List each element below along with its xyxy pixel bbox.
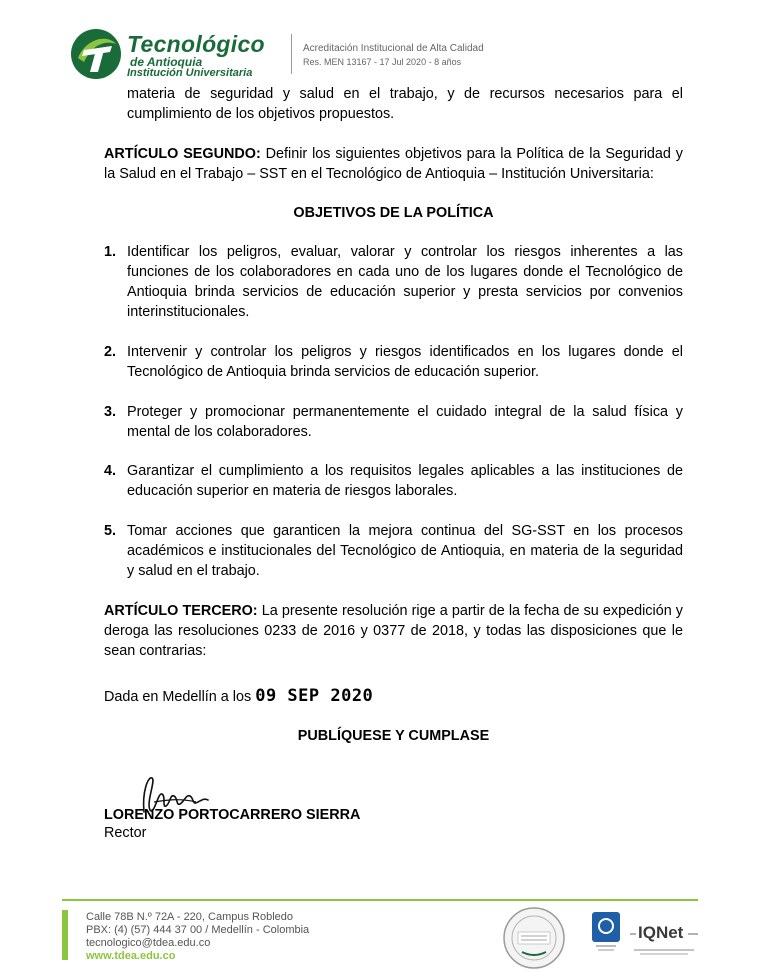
- date-stamp: 09 SEP 2020: [255, 686, 374, 706]
- document-header: [70, 28, 530, 84]
- date-prefix: Dada en Medellín a los: [104, 689, 256, 705]
- logo-title: Tecnológico: [127, 31, 265, 57]
- issue-date-line: [104, 686, 373, 706]
- objective-text: Tomar acciones que garanticen la mejora continua del SG-SST en los procesos académicos e institucionales del Tecnológico de Antioquia, en materia de la seguridad y salud en el trabajo.: [127, 523, 683, 579]
- article-third-label: ARTÍCULO TERCERO:: [104, 603, 258, 619]
- icontec-certification-icon: [592, 912, 620, 956]
- accreditation-seal-icon: [502, 906, 566, 970]
- footer-divider: [62, 899, 698, 901]
- institution-logo-icon: [70, 28, 122, 80]
- signer-role: Rector: [104, 825, 147, 841]
- footer-email: tecnologico@tdea.edu.co: [86, 937, 211, 949]
- article-second-text: Definir los siguientes objetivos para la Política de la Seguridad y la Salud en el Trabajo – SST en el Tecnológico de Antioquia – Institución Universitaria:: [104, 146, 683, 182]
- continuation-paragraph: materia de seguridad y salud en el trabajo, y de recursos necesarios para el cumplimiento de los objetivos propuestos.: [127, 86, 683, 122]
- iqnet-label: IQNet: [638, 923, 684, 942]
- footer-address: Calle 78B N.º 72A - 220, Campus Robledo: [86, 911, 294, 923]
- objective-number: 4.: [104, 463, 117, 479]
- objective-text: Intervenir y controlar los peligros y riesgos identificados en los lugares donde el Tecnológico de Antioquia brinda servicios de educación superior.: [127, 344, 683, 380]
- logo-subtitle: de Antioquia: [130, 55, 203, 69]
- signer-name: LORENZO PORTOCARRERO SIERRA: [104, 807, 361, 823]
- footer-phone: PBX: (4) (57) 444 37 00 / Medellín - Colombia: [86, 924, 310, 936]
- objective-text: Identificar los peligros, evaluar, valorar y controlar los riesgos inherentes a las funciones de los colaboradores en cada uno de los lugares donde el Tecnológico de Antioquia brinda servicios de educación superior y presta servicios por convenios interinstitucionales.: [127, 244, 683, 320]
- article-third: [104, 601, 683, 661]
- footer-accent-bar: [62, 910, 68, 960]
- footer-website[interactable]: www.tdea.edu.co: [86, 950, 176, 962]
- objective-number: 3.: [104, 404, 117, 420]
- accreditation-title: Acreditación Institucional de Alta Calidad: [303, 43, 484, 54]
- iqnet-logo: [630, 920, 698, 960]
- article-second: [104, 144, 683, 184]
- objective-text: Proteger y promocionar permanentemente el cuidado integral de la salud física y mental de los colaboradores.: [127, 404, 683, 440]
- logo-tagline: Institución Universitaria: [127, 67, 253, 79]
- objective-number: 1.: [104, 244, 117, 260]
- header-divider: [291, 34, 292, 74]
- objectives-heading: OBJETIVOS DE LA POLÍTICA: [293, 205, 494, 221]
- objective-text: Garantizar el cumplimiento a los requisitos legales aplicables a las instituciones de educación superior en materia de riesgos laborales.: [127, 463, 683, 499]
- objective-number: 2.: [104, 344, 117, 360]
- article-third-text: La presente resolución rige a partir de la fecha de su expedición y deroga las resoluciones 0233 de 2016 y 0377 de 2018, y todas las disposiciones que le sean contrarias:: [104, 603, 683, 659]
- closing-formula: PUBLÍQUESE Y CUMPLASE: [297, 728, 490, 744]
- article-second-label: ARTÍCULO SEGUNDO:: [104, 146, 261, 162]
- accreditation-resolution: Res. MEN 13167 - 17 Jul 2020 - 8 años: [303, 57, 462, 67]
- objective-number: 5.: [104, 523, 117, 539]
